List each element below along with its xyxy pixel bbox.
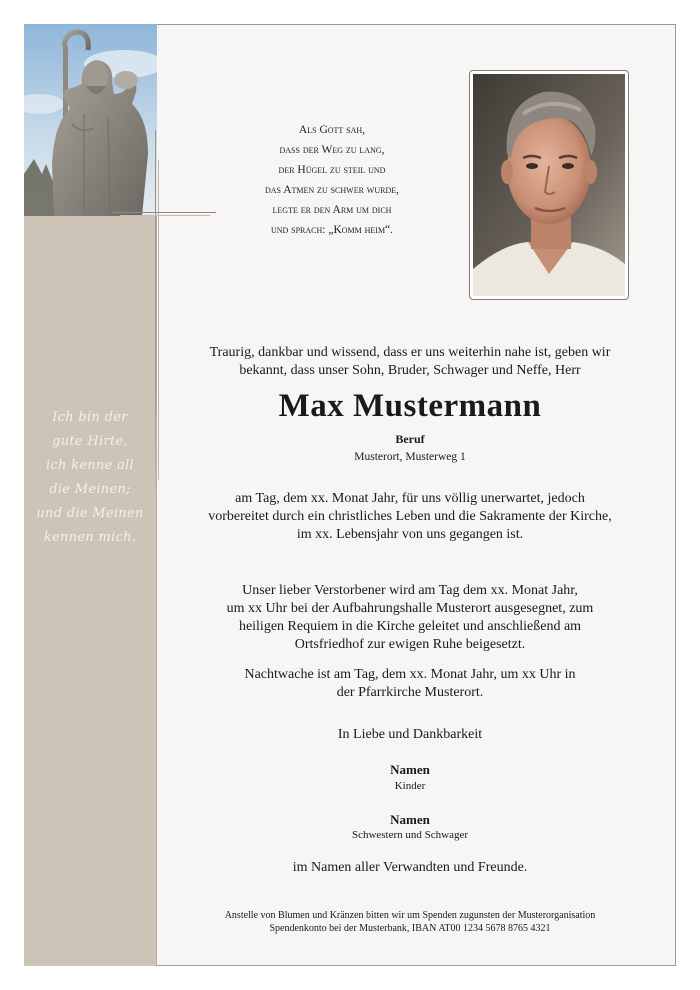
paragraph-line: um xx Uhr bei der Aufbahrungshalle Musterort ausgesegnet, zum [226, 601, 594, 616]
announcement-intro [200, 344, 620, 380]
paragraph-line: Ortsfriedhof zur ewigen Ruhe beigesetzt. [294, 637, 526, 652]
paragraph-line: Unser lieber Verstorbener wird am Tag dem xx. Monat Jahr, [242, 583, 578, 598]
relatives-line: im Namen aller Verwandten und Freunde. [292, 860, 528, 875]
paragraph-line: der Pfarrkirche Musterort. [336, 685, 484, 700]
cross-horizontal-line-shadow [120, 215, 210, 216]
footer-line: Spendenkonto bei der Musterbank, IBAN AT00 1234 5678 8765 4321 [269, 923, 551, 934]
deceased-address: Musterort, Musterweg 1 [354, 451, 466, 463]
poem [222, 120, 442, 240]
mourner-name: Namen [390, 762, 430, 777]
good-shepherd-statue-image [24, 24, 157, 216]
sidebar-panel [24, 24, 157, 966]
vigil-paragraph [195, 666, 625, 702]
poem-line: legte er den Arm um dich [272, 204, 392, 216]
footer-line: Anstelle von Blumen und Kränzen bitten wir um Spenden zugunsten der Musterorganisation [224, 910, 596, 921]
portrait-photo [473, 74, 625, 296]
intro-line: bekannt, dass unser Sohn, Bruder, Schwager und Neffe, Herr [239, 363, 581, 378]
deceased-profession: Beruf [395, 432, 425, 446]
quote-line: ich kenne all [45, 458, 135, 473]
paragraph-line: heiligen Requiem in die Kirche geleitet und anschließend am [238, 619, 582, 634]
funeral-paragraph [195, 582, 625, 654]
sidebar-bible-quote [32, 406, 148, 550]
quote-line: Ich bin der [52, 410, 128, 425]
mourner-role: Kinder [394, 780, 426, 792]
quote-line: gute Hirte, [52, 434, 128, 449]
quote-line: die Meinen; [49, 482, 131, 497]
closing-phrase: In Liebe und Dankbarkeit [337, 727, 483, 742]
quote-line: und die Meinen [36, 506, 144, 521]
cross-horizontal-line [112, 212, 216, 213]
donation-footer [170, 909, 650, 935]
paragraph-line: Nachtwache ist am Tag, dem xx. Monat Jahr, um xx Uhr in [244, 667, 576, 682]
paragraph-line: am Tag, dem xx. Monat Jahr, für uns völlig unerwartet, jedoch [235, 491, 585, 506]
intro-line: Traurig, dankbar und wissend, dass er uns weiterhin nahe ist, geben wir [209, 345, 611, 360]
mourner-role: Schwestern und Schwager [351, 829, 469, 841]
poem-line: und sprach: „Komm heim“. [270, 224, 394, 236]
poem-line: der Hügel zu steil und [278, 164, 386, 176]
mourner-name: Namen [390, 812, 430, 827]
paragraph-line: vorbereitet durch ein christliches Leben und die Sakramente der Kirche, [208, 509, 612, 524]
poem-line: Als Gott sah, [298, 124, 366, 136]
cross-vertical-line-shadow [158, 160, 159, 480]
paragraph-line: im xx. Lebensjahr von uns gegangen ist. [296, 527, 524, 542]
portrait-photo-frame [469, 70, 629, 300]
quote-line: kennen mich. [43, 530, 137, 545]
death-paragraph [195, 490, 625, 544]
deceased-name: Max Mustermann [278, 388, 542, 424]
poem-line: das Atmen zu schwer wurde, [264, 184, 400, 196]
poem-line: dass der Weg zu lang, [279, 144, 385, 156]
cross-vertical-line [155, 130, 156, 490]
